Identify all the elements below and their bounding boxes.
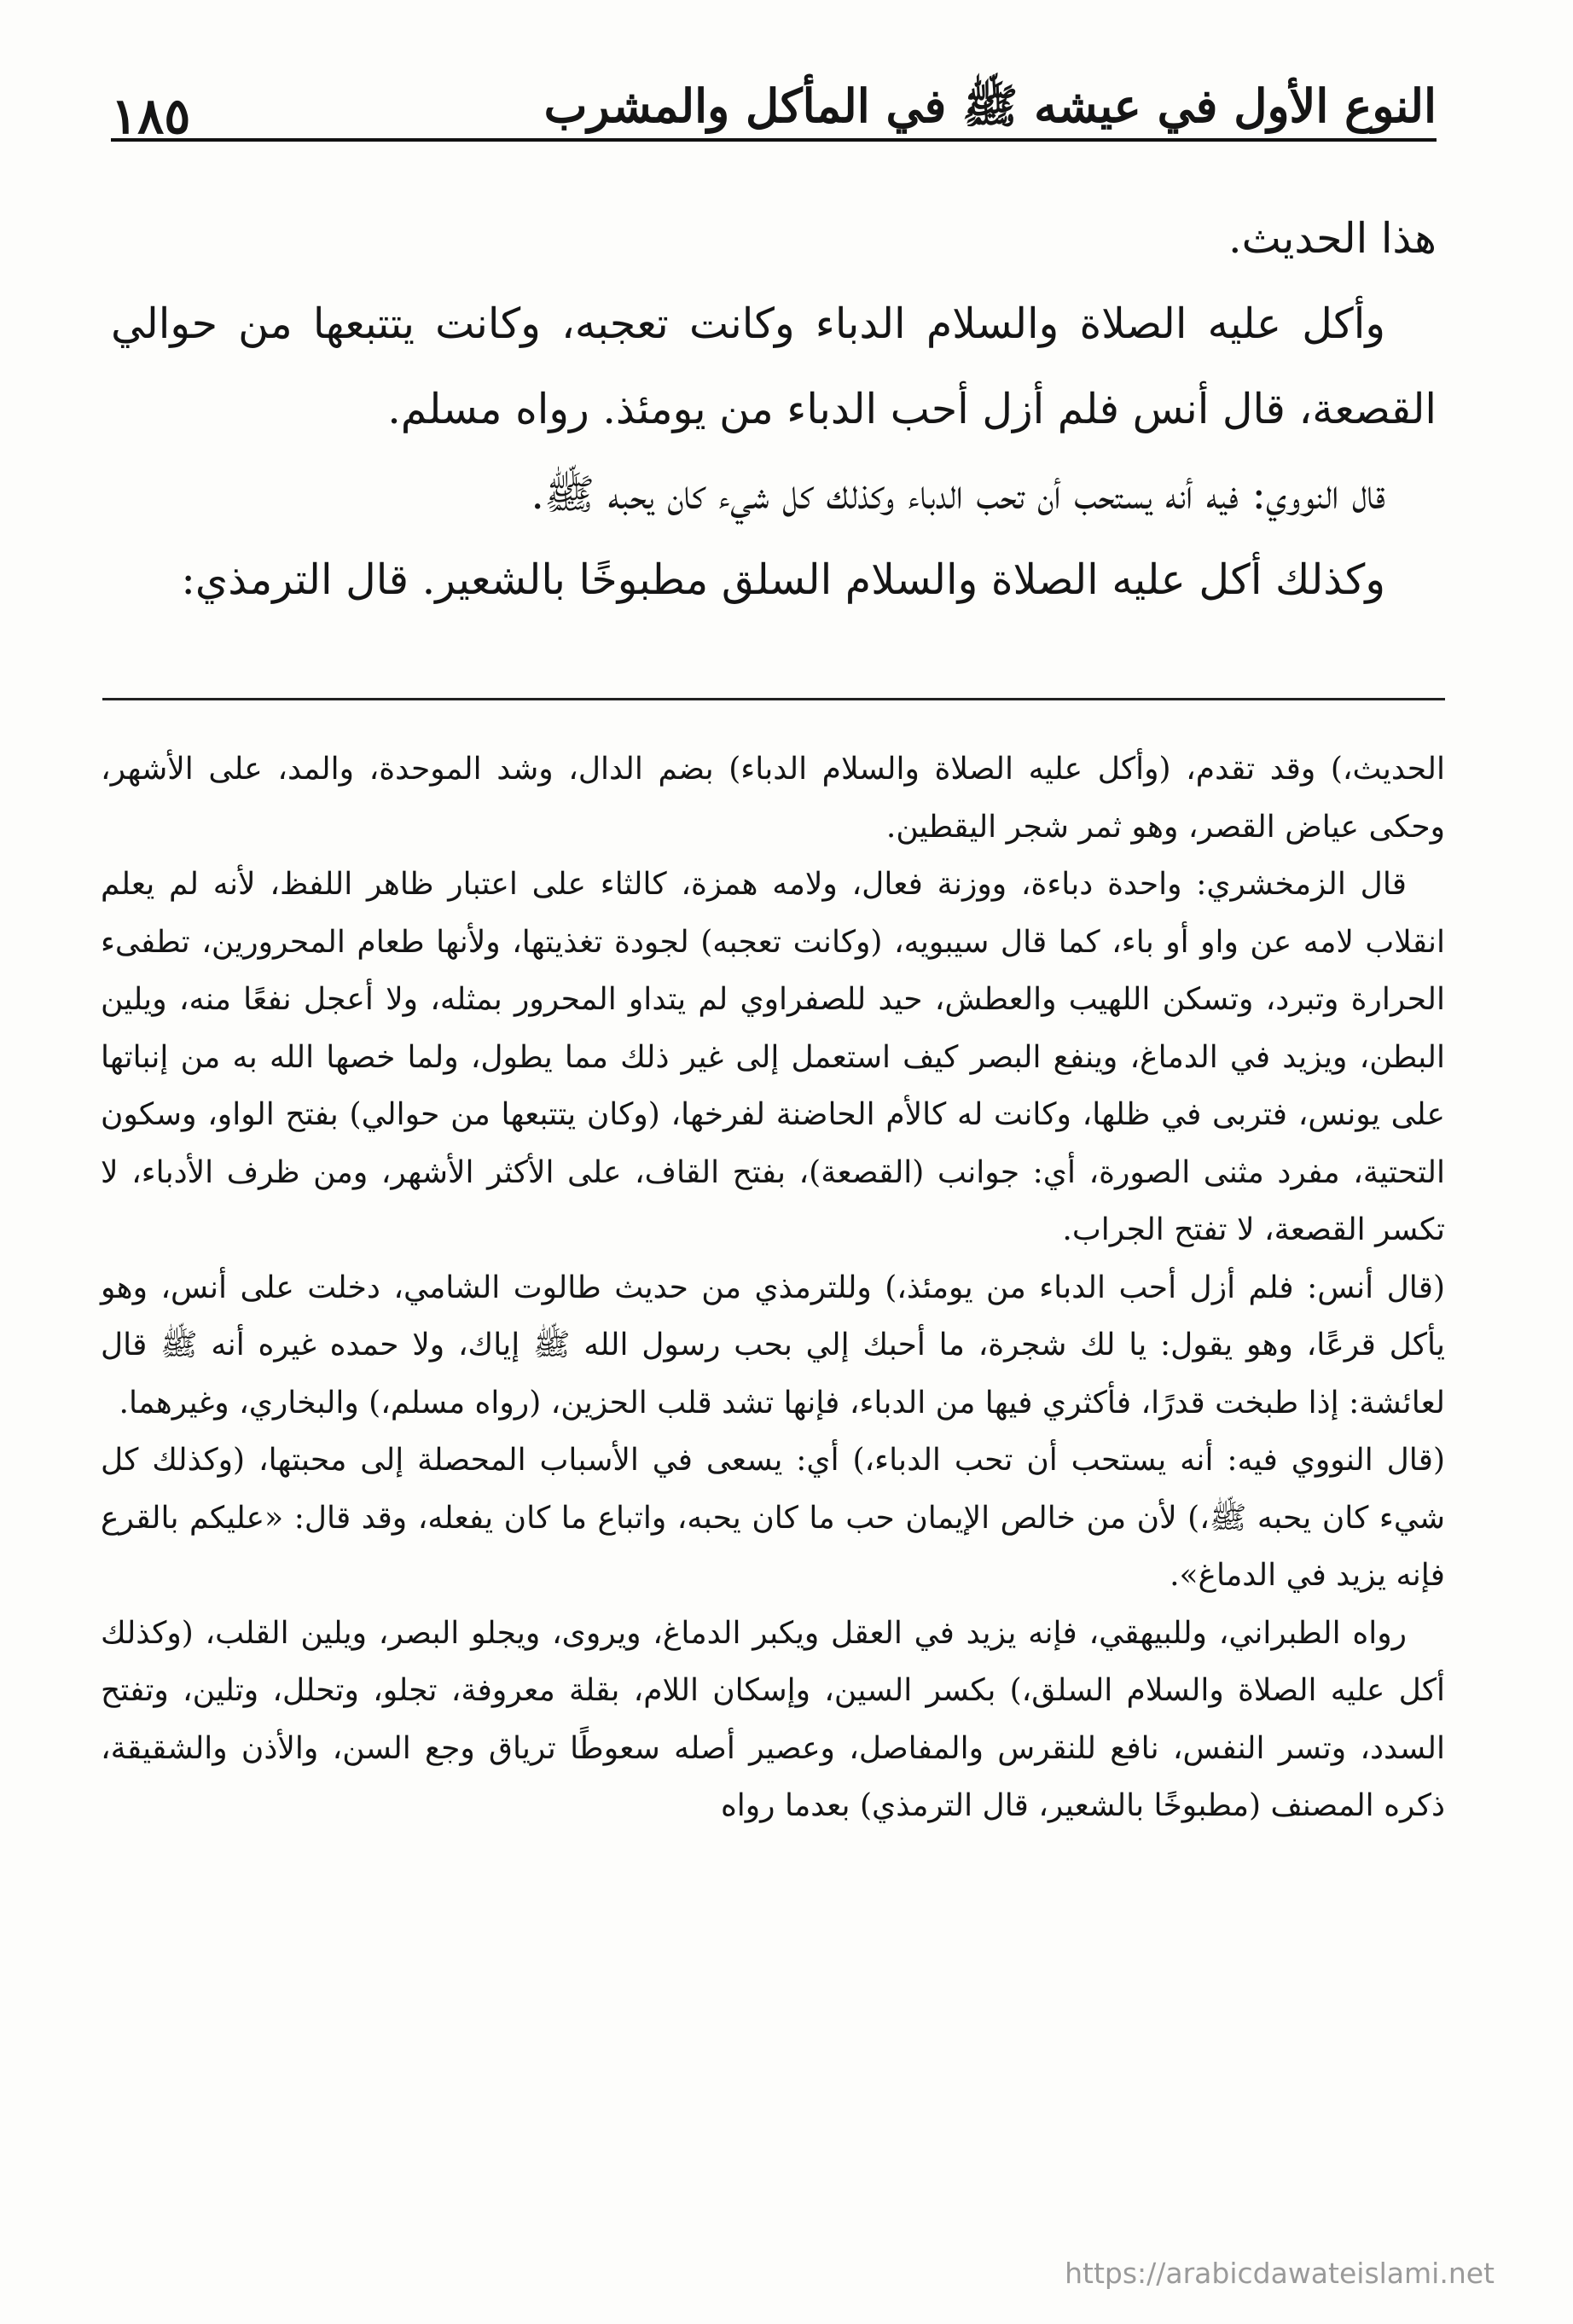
- commentary-paragraph: الحديث،) وقد تقدم، (وأكل عليه الصلاة والسلام الدباء) بضم الدال، وشد الموحدة، والمد، على الأشهر، وحكى عياض القصر، وهو ثمر شجر اليقطين.: [101, 752, 1445, 845]
- watermark: https://arabicdawateislami.net: [1065, 2257, 1495, 2290]
- main-paragraph: هذا الحديث.: [1228, 214, 1437, 263]
- footnote-rule: [102, 698, 1445, 700]
- commentary: [101, 741, 1445, 1835]
- page-number: ١٨٥: [111, 87, 191, 145]
- main-paragraph: قال النووي: فيه أنه يستحب أن تحب الدباء وكذلك كل شيء كان يحبه ﷺ.: [531, 470, 1385, 519]
- commentary-paragraph: رواه الطبراني، وللبيهقي، فإنه يزيد في العقل ويكبر الدماغ، ويروى، ويجلو البصر، ويلين القلب، (وكذلك أكل عليه الصلاة والسلام السلق،) بكسر السين، وإسكان اللام، بقلة معروفة، تجلو، وتحلل، وتلين، وتفتح السدد، وتسر النفس، نافع للنقرس والمفاصل، وعصير أصله سعوطًا ترياق وجع السن، والأذن والشقيقة، ذكره المصنف (مطبوخًا بالشعير، قال الترمذي) بعدما رواه: [101, 1615, 1445, 1823]
- page-header: [111, 68, 1437, 145]
- main-paragraph: وأكل عليه الصلاة والسلام الدباء وكانت تعجبه، وكانت يتتبعها من حوالي القصعة، قال أنس فلم أزل أحب الدباء من يومئذ. رواه مسلم.: [111, 299, 1437, 433]
- header-rule: [111, 138, 1437, 142]
- main-text: [111, 196, 1437, 623]
- commentary-paragraph: قال الزمخشري: واحدة دباءة، ووزنة فعال، ولامه همزة، كالثاء على اعتبار ظاهر اللفظ، لأنه لم يعلم انقلاب لامه عن واو أو باء، كما قال سيبويه، (وكانت تعجبه) لجودة تغذيتها، ولأنها طعام المحرورين، تطفىء الحرارة وتبرد، وتسكن اللهيب والعطش، حيد للصفراوي لم يتداو المحرور بمثله، ولا أعجل نفعًا منه، ويلين البطن، ويزيد في الدماغ، وينفع البصر كيف استعمل إلى غير ذلك مما يطول، ولما خصها الله به من إنباتها على يونس، فتربى في ظلها، وكانت له كالأم الحاضنة لفرخها، (وكان يتتبعها من حوالي) بفتح الواو، وسكون التحتية، مفرد مثنى الصورة، أي: جوانب (القصعة)، بفتح القاف، على الأكثر الأشهر، ومن ظرف الأدباء، لا تكسر القصعة، لا تفتح الجراب.: [101, 867, 1445, 1247]
- main-paragraph: وكذلك أكل عليه الصلاة والسلام السلق مطبوخًا بالشعير. قال الترمذي:: [181, 555, 1385, 604]
- commentary-paragraph: (قال النووي فيه: أنه يستحب أن تحب الدباء،) أي: يسعى في الأسباب المحصلة إلى محبتها، (وكذلك كل شيء كان يحبه ﷺ،) لأن من خالص الإيمان حب ما كان يحبه، واتباع ما كان يفعله، وقد قال: «عليكم بالقرع فإنه يزيد في الدماغ».: [101, 1443, 1445, 1593]
- commentary-paragraph: (قال أنس: فلم أزل أحب الدباء من يومئذ،) وللترمذي من حديث طالوت الشامي، دخلت على أنس، وهو يأكل قرعًا، وهو يقول: يا لك شجرة، ما أحبك إلي بحب رسول الله ﷺ إياك، ولا حمده غيره أنه ﷺ قال لعائشة: إذا طبخت قدرًا، فأكثري فيها من الدباء، فإنها تشد قلب الحزين، (رواه مسلم،) والبخاري، وغيرهما.: [101, 1269, 1445, 1421]
- running-title: النوع الأول في عيشه ﷺ في المأكل والمشرب: [543, 78, 1437, 133]
